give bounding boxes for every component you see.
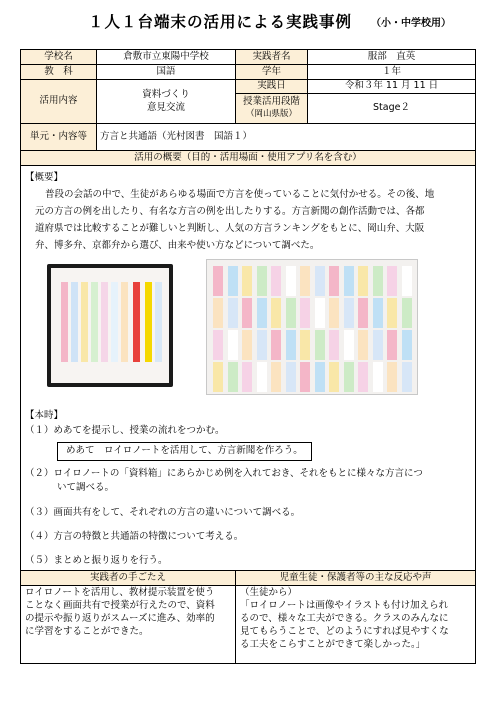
shared-tile <box>344 362 354 392</box>
shared-tile <box>286 330 296 360</box>
stage-label-line-1: 授業活用段階 <box>242 96 300 108</box>
title-row <box>0 0 497 38</box>
shared-tile <box>373 266 383 296</box>
photo-area <box>25 258 471 408</box>
stage-label <box>236 94 308 124</box>
shared-tile <box>402 298 412 328</box>
shared-tile <box>300 298 310 328</box>
teacher-value: 服部 直英 <box>308 50 476 65</box>
shared-tile <box>315 298 325 328</box>
shared-tile <box>358 298 368 328</box>
subject-value: 国語 <box>97 65 236 80</box>
teacher-feedback-line: の提示や振り返りがスムーズに進み、効率的 <box>25 612 215 624</box>
shared-tile <box>286 298 296 328</box>
student-feedback-line: 見てもらうことで、どのようにすれば見やすくな <box>240 625 449 637</box>
newspaper-strip <box>61 282 68 362</box>
stage-value: Stage２ <box>308 94 476 124</box>
shared-tile <box>358 266 368 296</box>
shared-tile <box>213 298 223 328</box>
shared-tile <box>402 330 412 360</box>
step-3: （３）画面共有をして、それぞれの方言の違いについて調べる。 <box>25 506 301 518</box>
date-value: 令和３年 11 月 11 日 <box>308 80 476 94</box>
tablet-photo <box>47 264 173 387</box>
shared-tile <box>329 330 339 360</box>
teacher-feedback-header: 実践者の手ごたえ <box>21 571 236 586</box>
shared-tile <box>315 330 325 360</box>
newspaper-strip <box>121 282 128 362</box>
shared-tile <box>387 330 397 360</box>
newspaper-strip <box>81 282 88 362</box>
stage-label-line-2: （岡山県版） <box>245 109 297 120</box>
usage-label: 活用内容 <box>21 80 97 124</box>
shared-tile <box>257 330 267 360</box>
usage-value-1: 資料づくり <box>142 88 190 100</box>
date-label: 実践日 <box>236 80 308 94</box>
step-1: （１）めあてを提示し、授業の流れをつかむ。 <box>25 425 225 436</box>
shared-tile <box>271 298 281 328</box>
newspaper-strip <box>155 282 162 362</box>
shared-tile <box>358 330 368 360</box>
shared-screen-photo <box>206 259 418 395</box>
student-feedback-line: 「ロイロノートは画像やイラストも付け加えられ <box>240 600 449 612</box>
shared-tile <box>257 298 267 328</box>
student-feedback <box>236 586 476 664</box>
overview-body <box>21 166 476 571</box>
shared-tile <box>242 266 252 296</box>
school-value: 倉敷市立東陽中学校 <box>97 50 236 65</box>
newspaper-strip <box>101 282 108 362</box>
grade-value: １年 <box>308 65 476 80</box>
newspaper-strip <box>145 282 152 362</box>
teacher-feedback-line: ロイロノートを活用し、教材提示装置を使う <box>25 587 215 599</box>
step-2: （２）ロイロノートの「資料箱」にあらかじめ例を入れておき、それをもとに様々な方言につ <box>25 468 423 480</box>
shared-tile <box>271 362 281 392</box>
shared-tile <box>286 266 296 296</box>
teacher-feedback <box>21 586 236 664</box>
shared-tile <box>242 298 252 328</box>
shared-tile <box>402 266 412 296</box>
shared-tile <box>329 362 339 392</box>
goal-box: めあて ロイロノートを活用して、方言新聞を作ろう。 <box>57 442 312 461</box>
student-feedback-line: る工夫をこらすことができて楽しかった。」 <box>240 638 426 650</box>
student-feedback-header: 児童生徒・保護者等の主な反応や声 <box>236 571 476 586</box>
teacher-feedback-line: に学習をすることができた。 <box>25 625 149 637</box>
shared-tile <box>402 362 412 392</box>
shared-tile <box>300 330 310 360</box>
shared-tile <box>373 362 383 392</box>
case-table <box>20 49 476 664</box>
shared-tile <box>242 330 252 360</box>
shared-tile <box>329 298 339 328</box>
newspaper-strip <box>71 282 78 362</box>
summary-label: 【概要】 <box>25 172 64 183</box>
shared-tile <box>242 362 252 392</box>
page-subtitle: （小・中学校用） <box>371 18 451 29</box>
teacher-feedback-line: ことなく画面共有で授業が行えたので、資料 <box>25 600 215 612</box>
shared-tile <box>387 298 397 328</box>
shared-tile <box>344 298 354 328</box>
shared-tile <box>373 330 383 360</box>
shared-tile <box>300 362 310 392</box>
newspaper-strip <box>133 282 140 362</box>
shared-tile <box>213 266 223 296</box>
shared-tile <box>228 298 238 328</box>
shared-tile <box>257 362 267 392</box>
shared-tile <box>373 298 383 328</box>
shared-tile <box>228 330 238 360</box>
summary-line-2: 元の方言の例を出したり、有名な方言の例を出したりする。方言新聞の創作活動では、各都 <box>35 205 425 217</box>
newspaper-strip <box>91 282 98 362</box>
summary-line-4: 弁、博多弁、京都弁から選び、由来や使い方などについて調べた。 <box>35 240 320 252</box>
shared-tile <box>213 330 223 360</box>
shared-tile <box>228 266 238 296</box>
shared-tile <box>228 362 238 392</box>
unit-label: 単元・内容等 <box>21 124 97 151</box>
overview-header: 活用の概要（目的・活用場面・使用アプリ名を含む） <box>21 151 476 166</box>
school-label: 学校名 <box>21 50 97 65</box>
shared-tile <box>315 362 325 392</box>
shared-tile <box>344 266 354 296</box>
page-title: １人１台端末の活用による実践事例 <box>88 13 353 31</box>
shared-tile <box>271 330 281 360</box>
subject-label: 教 科 <box>21 65 97 80</box>
grade-label: 学年 <box>236 65 308 80</box>
shared-tile <box>213 362 223 392</box>
shared-tile <box>300 266 310 296</box>
tablet-screen <box>51 268 169 383</box>
student-feedback-line: （生徒から） <box>240 587 298 599</box>
shared-tile <box>358 362 368 392</box>
newspaper-strip <box>111 282 118 362</box>
shared-tile <box>387 362 397 392</box>
shared-tile <box>315 266 325 296</box>
summary-line-1: 普段の会話の中で、生徒があらゆる場面で方言を使っていることに気付かせる。その後、地 <box>45 188 435 200</box>
step-4: （４）方言の特徴と共通語の特徴について考える。 <box>25 530 244 542</box>
shared-tile <box>257 266 267 296</box>
step-2-cont: いて調べる。 <box>57 482 115 494</box>
shared-tile <box>271 266 281 296</box>
shared-tile <box>387 266 397 296</box>
shared-tile <box>344 330 354 360</box>
student-feedback-line: るので、様々な工夫ができる。クラスのみんなに <box>240 612 449 624</box>
lesson-label: 【本時】 <box>25 410 64 422</box>
shared-tile <box>286 362 296 392</box>
shared-tile <box>329 266 339 296</box>
summary-line-3: 道府県では比較することが難しいと判断し、人気の方言ランキングをもとに、岡山弁、大阪 <box>35 223 425 234</box>
usage-value-2: 意見交流 <box>146 101 185 113</box>
teacher-label: 実践者名 <box>236 50 308 65</box>
usage-values <box>97 80 236 124</box>
unit-value: 方言と共通語（光村図書 国語１） <box>97 124 476 151</box>
step-5: （５）まとめと振り返りを行う。 <box>25 555 168 567</box>
